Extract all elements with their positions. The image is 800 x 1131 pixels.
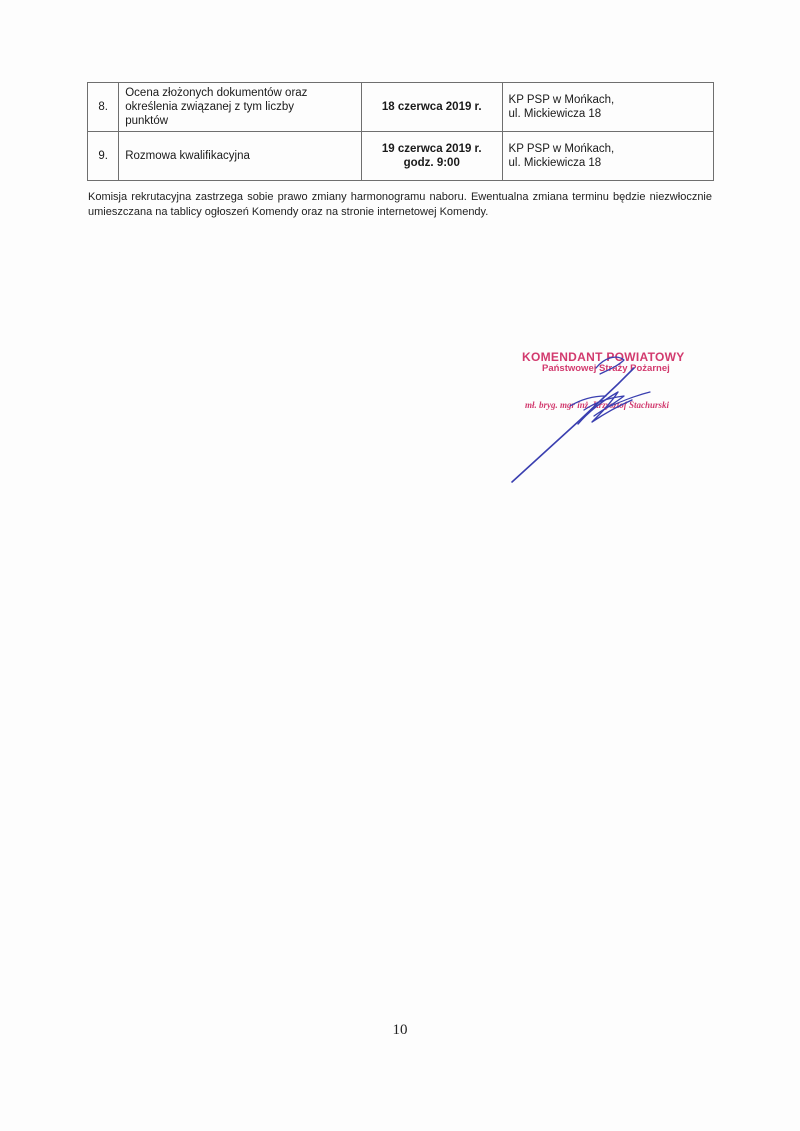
description-line: określenia związanej z tym liczby <box>125 101 294 113</box>
row-description <box>119 132 362 181</box>
description-line: punktów <box>125 115 169 127</box>
row-number: 8. <box>88 83 119 132</box>
place-line: KP PSP w Mońkach, <box>508 94 615 106</box>
row-number: 9. <box>88 132 119 181</box>
table-row <box>88 132 714 181</box>
handwritten-signature-icon <box>500 344 720 494</box>
table-row <box>88 83 714 132</box>
stamp-subtitle: Państwowej Straży Pożarnej <box>542 363 670 374</box>
row-description <box>119 83 362 132</box>
date-line: godz. 9:00 <box>403 157 460 169</box>
stamp-title: KOMENDANT POWIATOWY <box>522 350 685 364</box>
row-date <box>361 83 502 132</box>
place-line: ul. Mickiewicza 18 <box>508 157 602 169</box>
description-line: Rozmowa kwalifikacyjna <box>125 150 250 162</box>
date-line: 19 czerwca 2019 r. <box>381 143 482 155</box>
official-stamp <box>500 344 720 494</box>
place-line: KP PSP w Mońkach, <box>508 143 615 155</box>
row-date <box>361 132 502 181</box>
description-line: Ocena złożonych dokumentów oraz <box>125 87 308 99</box>
stamp-name: mł. bryg. mgr inż. Krzysztof Stachurski <box>525 400 670 410</box>
schedule-table <box>87 82 714 181</box>
schedule-change-note: Komisja rekrutacyjna zastrzega sobie prawo zmiany harmonogramu naboru. Ewentualna zmiana terminu będzie niezwłocznie umieszczana na tablicy ogłoszeń Komendy oraz na stronie internetowej Komendy. <box>88 191 712 218</box>
row-place <box>502 132 713 181</box>
page-number: 10 <box>392 1022 408 1038</box>
row-place <box>502 83 713 132</box>
place-line: ul. Mickiewicza 18 <box>508 108 602 120</box>
date-line: 18 czerwca 2019 r. <box>381 101 482 113</box>
